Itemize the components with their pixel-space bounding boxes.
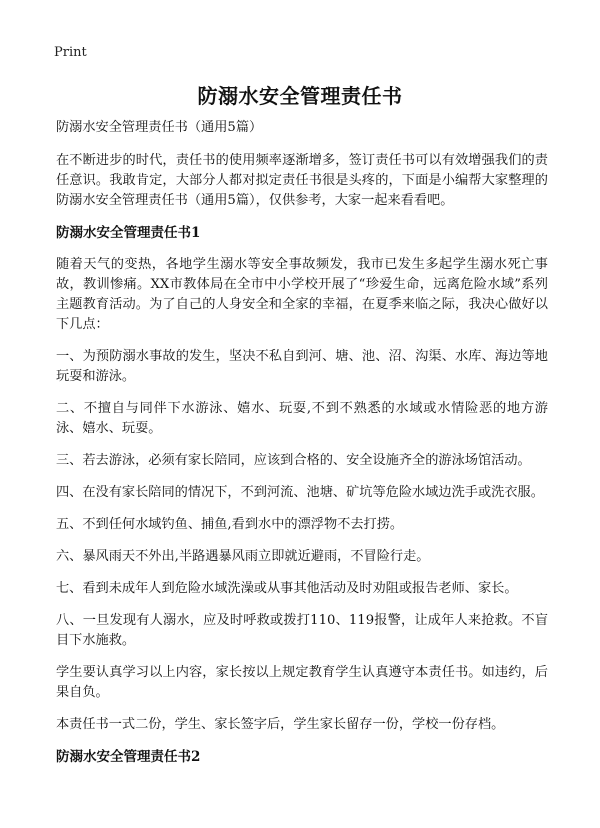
print-link[interactable]: Print — [54, 45, 87, 60]
section1-item-4: 四、在没有家长陪同的情况下，不到河流、池塘、矿坑等危险水域边洗手或洗衣服。 — [56, 485, 544, 500]
section-heading-2: 防溺水安全管理责任书2 — [56, 749, 201, 765]
section-heading-1: 防溺水安全管理责任书1 — [56, 225, 201, 241]
section1-item-1: 一、为预防溺水事故的发生，坚决不私自到河、塘、池、沼、沟渠、水库、海边等地玩耍和游泳。 — [56, 349, 548, 384]
section1-item-8: 八、一旦发现有人溺水，应及时呼救或拨打110、119报警，让成年人来抢救。不盲目下水施救。 — [56, 613, 548, 648]
section1-paragraph: 随着天气的变热，各地学生溺水等安全事故频发，我市已发生多起学生溺水死亡事故，教训惨痛。XX市教体局在全市中小学校开展了“珍爱生命，远离危险水域”系列主题教育活动。为了自己的人身安全和全家的幸福，在夏季来临之际，我决心做好以下几点： — [56, 257, 548, 332]
section1-item-6: 六、暴风雨天不外出,半路遇暴风雨立即就近避雨，不冒险行走。 — [56, 549, 430, 564]
page-title: 防溺水安全管理责任书 — [197, 84, 403, 108]
intro-paragraph: 在不断进步的时代，责任书的使用频率逐渐增多，签订责任书可以有效增强我们的责任意识。我敢肯定，大部分人都对拟定责任书很是头疼的，下面是小编帮大家整理的防溺水安全管理责任书（通用5篇），仅供参考，大家一起来看看吧。 — [56, 153, 548, 208]
section1-item-3: 三、若去游泳，必须有家长陪同，应该到合格的、安全设施齐全的游泳场馆活动。 — [56, 453, 531, 468]
section1-item-5: 五、不到任何水域钓鱼、捕鱼,看到水中的漂浮物不去打捞。 — [56, 517, 404, 532]
section1-item-2: 二、不擅自与同伴下水游泳、嬉水、玩耍,不到不熟悉的水域或水情险恶的地方游泳、嬉水、玩耍。 — [56, 401, 548, 436]
section1-note: 学生要认真学习以上内容，家长按以上规定教育学生认真遵守本责任书。如违约，后果自负。 — [56, 665, 548, 700]
document-body — [56, 118, 548, 779]
document-subtitle: 防溺水安全管理责任书（通用5篇） — [56, 120, 263, 135]
section1-item-7: 七、看到未成年人到危险水域洗澡或从事其他活动及时劝阻或报告老师、家长。 — [56, 581, 518, 596]
section1-copies-note: 本责任书一式二份，学生、家长签字后，学生家长留存一份，学校一份存档。 — [56, 717, 505, 732]
